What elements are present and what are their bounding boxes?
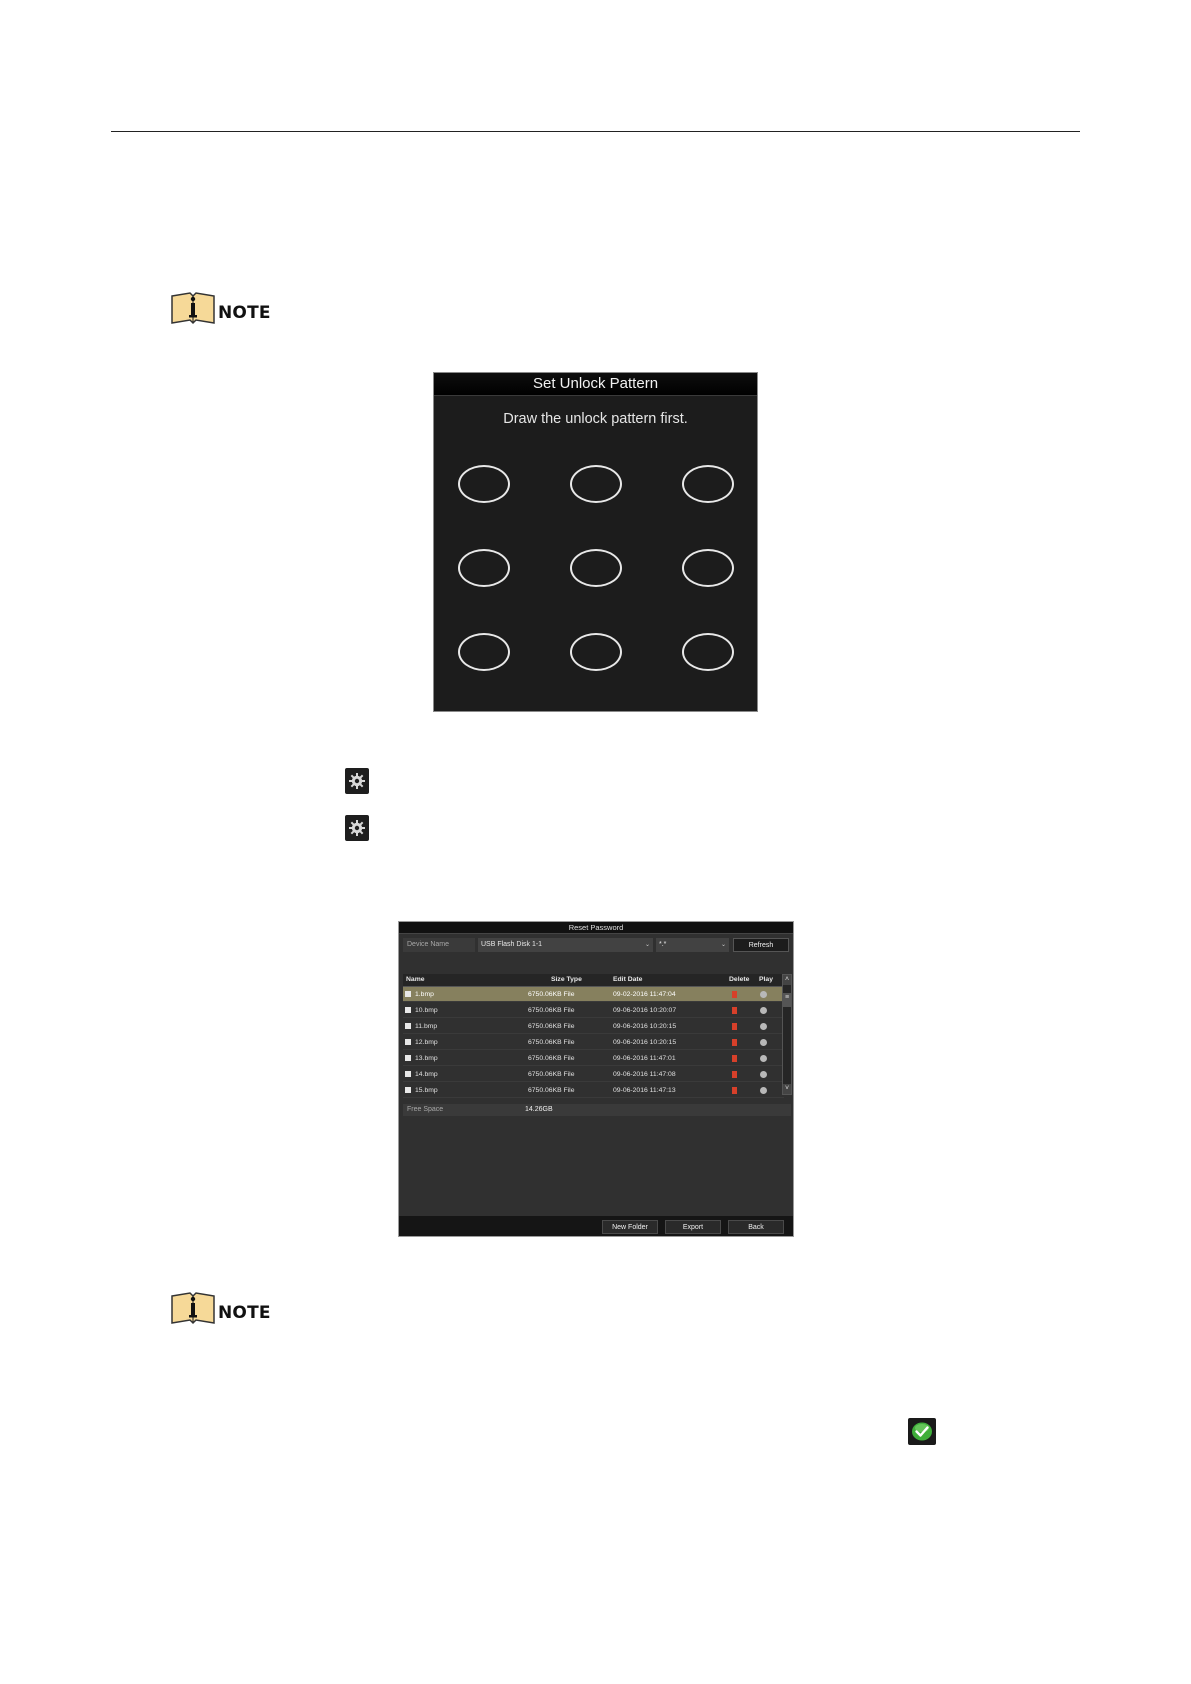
column-header-play: Play xyxy=(759,976,773,983)
delete-icon[interactable] xyxy=(732,1071,737,1078)
file-size: 6750.06KB File xyxy=(528,1055,575,1062)
row-checkbox[interactable] xyxy=(405,1039,411,1045)
pattern-dot[interactable] xyxy=(682,465,734,503)
play-icon[interactable] xyxy=(760,1055,767,1062)
row-checkbox[interactable] xyxy=(405,1087,411,1093)
play-icon[interactable] xyxy=(760,1007,767,1014)
table-row[interactable] xyxy=(403,1067,784,1082)
row-checkbox[interactable] xyxy=(405,991,411,997)
note-callout xyxy=(170,290,280,330)
pattern-dot[interactable] xyxy=(570,633,622,671)
free-space-value: 14.26GB xyxy=(525,1106,553,1113)
delete-icon[interactable] xyxy=(732,1055,737,1062)
refresh-button[interactable]: Refresh xyxy=(733,938,789,952)
chevron-down-icon: ⌄ xyxy=(644,942,650,948)
note-callout xyxy=(170,1290,280,1330)
chevron-down-icon: ⌄ xyxy=(720,942,726,948)
delete-icon[interactable] xyxy=(732,1039,737,1046)
reset-password-dialog xyxy=(398,921,794,1237)
export-button[interactable]: Export xyxy=(665,1220,721,1234)
dialog-button-bar xyxy=(399,1216,793,1236)
column-header-edit-date[interactable]: Edit Date xyxy=(613,976,643,983)
play-icon[interactable] xyxy=(760,1087,767,1094)
scrollbar[interactable] xyxy=(782,974,792,1095)
device-row xyxy=(403,938,787,952)
play-icon[interactable] xyxy=(760,1039,767,1046)
file-size: 6750.06KB File xyxy=(528,1007,575,1014)
row-checkbox[interactable] xyxy=(405,1023,411,1029)
checkmark-icon xyxy=(908,1418,936,1445)
row-checkbox[interactable] xyxy=(405,1071,411,1077)
table-header xyxy=(403,974,784,987)
row-checkbox[interactable] xyxy=(405,1007,411,1013)
pattern-prompt: Draw the unlock pattern first. xyxy=(503,411,688,427)
file-size: 6750.06KB File xyxy=(528,1039,575,1046)
pattern-dot[interactable] xyxy=(570,465,622,503)
header-rule xyxy=(111,131,1080,132)
file-date: 09-06-2016 10:20:15 xyxy=(613,1039,677,1046)
back-button[interactable]: Back xyxy=(728,1220,784,1234)
file-name: 12.bmp xyxy=(415,1039,438,1046)
note-label: NOTE xyxy=(218,303,271,323)
delete-icon[interactable] xyxy=(732,1087,737,1094)
scroll-thumb[interactable]: ≡ xyxy=(783,993,791,1007)
file-name: 13.bmp xyxy=(415,1055,438,1062)
dialog-title: Reset Password xyxy=(399,922,793,934)
file-name: 14.bmp xyxy=(415,1071,438,1078)
table-row[interactable] xyxy=(403,987,784,1002)
info-book-icon xyxy=(170,1290,216,1326)
set-unlock-pattern-dialog xyxy=(433,372,758,712)
table-row[interactable] xyxy=(403,1035,784,1050)
pattern-dot[interactable] xyxy=(458,465,510,503)
scroll-down-icon[interactable]: ˅ xyxy=(784,1085,790,1092)
file-filter-select[interactable] xyxy=(656,938,729,952)
free-space-label: Free Space xyxy=(407,1106,444,1113)
free-space-row xyxy=(403,1104,791,1116)
table-row[interactable] xyxy=(403,1003,784,1018)
row-checkbox[interactable] xyxy=(405,1055,411,1061)
play-icon[interactable] xyxy=(760,1071,767,1078)
file-size: 6750.06KB File xyxy=(528,1087,575,1094)
file-name: 11.bmp xyxy=(415,1023,438,1030)
column-header-size-type[interactable]: Size Type xyxy=(551,976,582,983)
pattern-dot[interactable] xyxy=(458,549,510,587)
info-book-icon xyxy=(170,290,216,326)
file-date: 09-06-2016 11:47:13 xyxy=(613,1087,676,1094)
file-date: 09-02-2016 11:47:04 xyxy=(613,991,676,998)
delete-icon[interactable] xyxy=(732,1007,737,1014)
file-date: 09-06-2016 10:20:07 xyxy=(613,1007,677,1014)
play-icon[interactable] xyxy=(760,1023,767,1030)
table-row[interactable] xyxy=(403,1019,784,1034)
file-name: 10.bmp xyxy=(415,1007,438,1014)
dialog-title: Set Unlock Pattern xyxy=(434,373,757,396)
file-name: 15.bmp xyxy=(415,1087,438,1094)
play-icon[interactable] xyxy=(760,991,767,998)
device-name-value: USB Flash Disk 1-1 xyxy=(481,941,543,948)
device-name-select[interactable] xyxy=(478,938,653,952)
note-label: NOTE xyxy=(218,1303,271,1323)
file-date: 09-06-2016 11:47:01 xyxy=(613,1055,676,1062)
file-size: 6750.06KB File xyxy=(528,1071,575,1078)
delete-icon[interactable] xyxy=(732,991,737,998)
column-header-delete: Delete xyxy=(729,976,750,983)
file-size: 6750.06KB File xyxy=(528,991,575,998)
scroll-up-icon[interactable]: ˄ xyxy=(784,976,790,983)
pattern-dot[interactable] xyxy=(682,633,734,671)
device-name-label: Device Name xyxy=(403,938,475,952)
gear-icon xyxy=(345,768,369,794)
pattern-dot[interactable] xyxy=(682,549,734,587)
file-date: 09-06-2016 10:20:15 xyxy=(613,1023,677,1030)
file-size: 6750.06KB File xyxy=(528,1023,575,1030)
pattern-dot[interactable] xyxy=(458,633,510,671)
pattern-dot[interactable] xyxy=(570,549,622,587)
file-filter-value: *.* xyxy=(659,941,667,948)
table-row[interactable] xyxy=(403,1051,784,1066)
column-header-name[interactable]: Name xyxy=(406,976,425,983)
file-name: 1.bmp xyxy=(415,991,434,998)
file-date: 09-06-2016 11:47:08 xyxy=(613,1071,676,1078)
new-folder-button[interactable]: New Folder xyxy=(602,1220,658,1234)
gear-icon xyxy=(345,815,369,841)
delete-icon[interactable] xyxy=(732,1023,737,1030)
table-row[interactable] xyxy=(403,1083,784,1098)
